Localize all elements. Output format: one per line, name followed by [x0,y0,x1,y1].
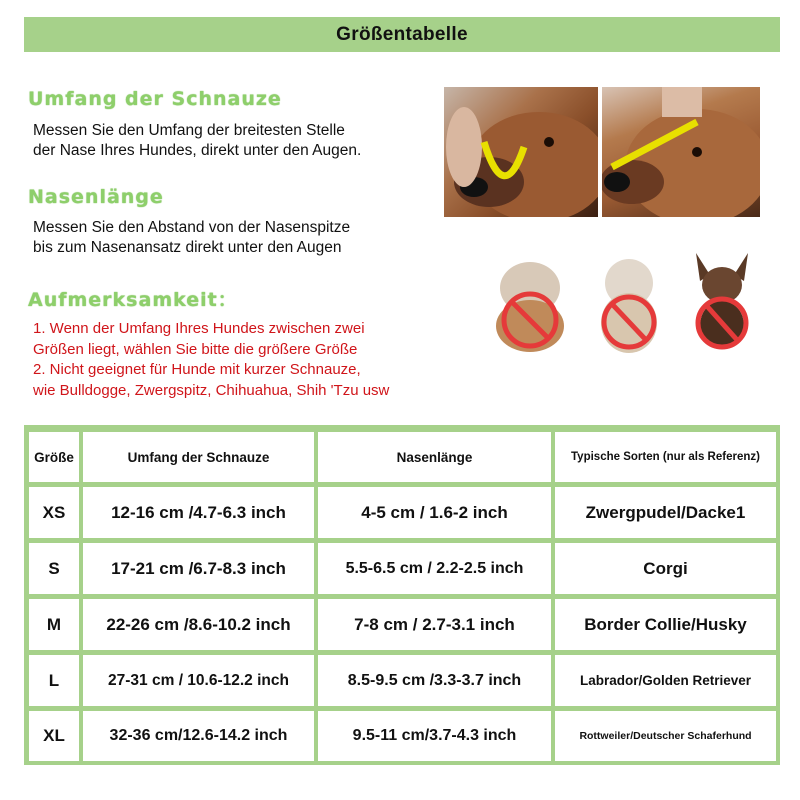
length-xs: 4-5 cm / 1.6-2 inch [318,487,551,538]
chihuahua-prohibited-icon [686,245,758,353]
breeds-s: Corgi [555,543,776,594]
size-l: L [29,655,79,706]
length-line-1: Messen Sie den Abstand von der Nasenspitze [33,219,351,236]
circumference-line-1: Messen Sie den Umfang der breitesten Stelle [33,122,345,139]
circumference-m: 22-26 cm /8.6-10.2 inch [83,599,314,650]
banner-title: Größentabelle [336,23,468,45]
circumference-xs: 12-16 cm /4.7-6.3 inch [83,487,314,538]
length-xl: 9.5-11 cm/3.7-4.3 inch [318,711,551,761]
circumference-line-2: der Nase Ihres Hundes, direkt unter den Augen. [33,142,362,159]
circumference-heading: Umfang der Schnauze [28,88,282,110]
circumference-text [33,121,361,161]
circumference-s: 17-21 cm /6.7-8.3 inch [83,543,314,594]
length-heading: Nasenlänge [28,186,164,208]
size-m: M [29,599,79,650]
title-banner [24,17,780,52]
breeds-l: Labrador/Golden Retriever [555,655,776,706]
header-size: Größe [29,432,79,482]
header-breeds: Typische Sorten (nur als Referenz) [555,432,776,482]
shih-tzu-prohibited-icon [590,248,668,356]
size-table [24,425,780,765]
header-length: Nasenlänge [318,432,551,482]
size-xs: XS [29,487,79,538]
circumference-xl: 32-36 cm/12.6-14.2 inch [83,711,314,761]
bulldog-prohibited-icon [484,248,576,356]
length-l: 8.5-9.5 cm /3.3-3.7 inch [318,655,551,706]
attention-line-4: wie Bulldogge, Zwergspitz, Chihuahua, Shih 'Tzu usw [33,381,390,399]
header-circumference: Umfang der Schnauze [83,432,314,482]
size-xl: XL [29,711,79,761]
breeds-xs: Zwergpudel/Dacke1 [555,487,776,538]
length-text [33,218,350,258]
length-m: 7-8 cm / 2.7-3.1 inch [318,599,551,650]
attention-line-2: Größen liegt, wählen Sie bitte die größere Größe [33,340,358,358]
measure-length-photo [602,87,760,217]
length-s: 5.5-6.5 cm / 2.2-2.5 inch [318,543,551,594]
circumference-l: 27-31 cm / 10.6-12.2 inch [83,655,314,706]
length-line-2: bis zum Nasenansatz direkt unter den Augen [33,239,342,256]
attention-heading: Aufmerksamkeit： [28,289,238,311]
attention-line-1: 1. Wenn der Umfang Ihres Hundes zwischen zwei [33,320,365,337]
attention-line-3: 2. Nicht geeignet für Hunde mit kurzer Schnauze, [33,361,361,378]
measure-circumference-photo [444,87,598,217]
breeds-xl: Rottweiler/Deutscher Schaferhund [555,711,776,761]
size-s: S [29,543,79,594]
breeds-m: Border Collie/Husky [555,599,776,650]
attention-text [33,319,389,401]
